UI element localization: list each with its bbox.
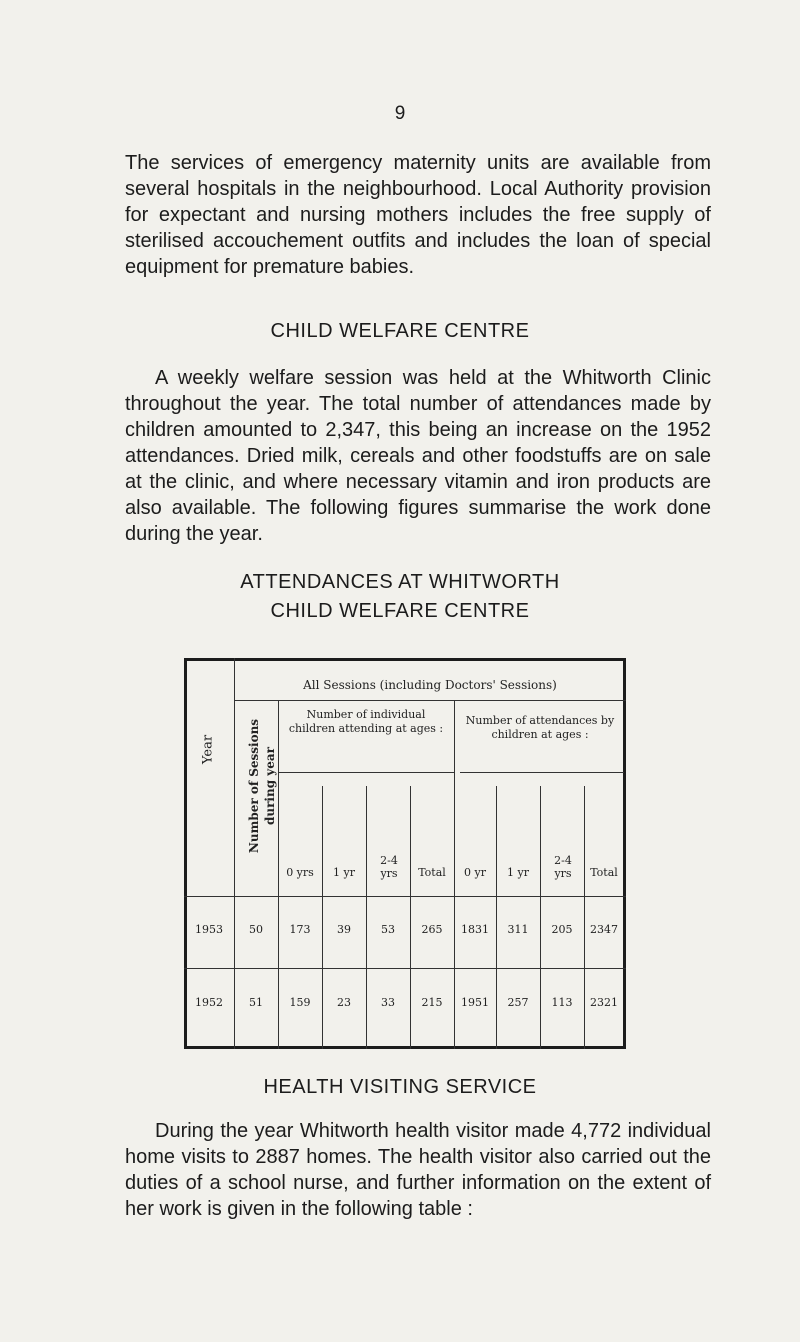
sub-right-1: 1 yr bbox=[507, 866, 529, 879]
sub-left-1: 1 yr bbox=[333, 866, 355, 879]
header-all-sessions: All Sessions (including Doctors' Sessions) bbox=[303, 678, 557, 692]
group-attendances: Number of attendances by children at ages : bbox=[465, 714, 615, 741]
table-bottom-rule bbox=[184, 1046, 626, 1049]
table-cell: 265 bbox=[421, 923, 443, 936]
sub-right-3: Total bbox=[590, 866, 618, 879]
col-sessions-line-1: Number of Sessions bbox=[247, 718, 261, 854]
table-cell: 159 bbox=[289, 996, 311, 1009]
sub-left-3: Total bbox=[418, 866, 446, 879]
sub-left-0: 0 yrs bbox=[286, 866, 314, 879]
table-cell: 39 bbox=[337, 923, 351, 936]
table-left-rule bbox=[184, 658, 187, 1049]
table-top-rule bbox=[184, 658, 626, 661]
page-number: 9 bbox=[394, 103, 406, 124]
table-cell: 2347 bbox=[590, 923, 618, 936]
paragraph-welfare-session: A weekly welfare session was held at the Whitworth Clinic throughout the year. The total number of attendances made by children amounted to 2,347, this being an increase on the 1952 attendances. Dried milk, cereals and other foodstuffs are on sale at the clinic, and where necessary vitamin and iron products are also available. The following figures summarise the work done during the year. bbox=[125, 367, 711, 545]
table-cell: 53 bbox=[381, 923, 395, 936]
table-cell: 215 bbox=[421, 996, 443, 1009]
divider-year bbox=[234, 658, 235, 1049]
sub-right-2: 2-4 yrs bbox=[554, 854, 572, 880]
table-right-rule bbox=[623, 658, 626, 1049]
table-cell: 33 bbox=[381, 996, 395, 1009]
table-cell: 173 bbox=[289, 923, 311, 936]
col-year-label: Year bbox=[200, 734, 216, 765]
table-cell-sessions: 50 bbox=[249, 923, 263, 936]
table-cell: 311 bbox=[507, 923, 529, 936]
table-cell: 23 bbox=[337, 996, 351, 1009]
table-cell: 205 bbox=[551, 923, 573, 936]
table-cell: 113 bbox=[551, 996, 573, 1009]
table-cell: 257 bbox=[507, 996, 529, 1009]
table-cell-sessions: 51 bbox=[249, 996, 263, 1009]
paragraph-health-visitor: During the year Whitworth health visitor made 4,772 individual home visits to 2887 homes. The health visitor also carried out the duties of a school nurse, and further information on the extent of her work is given in the following table : bbox=[125, 1120, 711, 1220]
table-cell-year: 1953 bbox=[195, 923, 223, 936]
group-individual-children: Number of individual children attending at ages : bbox=[288, 708, 444, 735]
heading-child-welfare: CHILD WELFARE CENTRE bbox=[270, 320, 530, 342]
paragraph-maternity: The services of emergency maternity units are available from several hospitals in the neighbourhood. Local Authority provision for expectant and nursing mothers includes the free supply of sterilised accouchement outfits and includes the loan of special equipment for premature babies. bbox=[125, 152, 711, 278]
col-sessions-line-2: during year bbox=[263, 747, 277, 825]
table-title-line-2: CHILD WELFARE CENTRE bbox=[270, 600, 530, 622]
table-cell: 1951 bbox=[461, 996, 489, 1009]
col-sessions-label bbox=[246, 706, 278, 866]
table-cell: 2321 bbox=[590, 996, 618, 1009]
sub-left-2: 2-4 yrs bbox=[380, 854, 398, 880]
heading-health-visiting: HEALTH VISITING SERVICE bbox=[263, 1076, 537, 1098]
table-cell: 1831 bbox=[461, 923, 489, 936]
table-cell-year: 1952 bbox=[195, 996, 223, 1009]
sub-right-0: 0 yr bbox=[464, 866, 486, 879]
table-title-line-1: ATTENDANCES AT WHITWORTH bbox=[240, 571, 560, 593]
attendances-table bbox=[184, 658, 626, 1050]
